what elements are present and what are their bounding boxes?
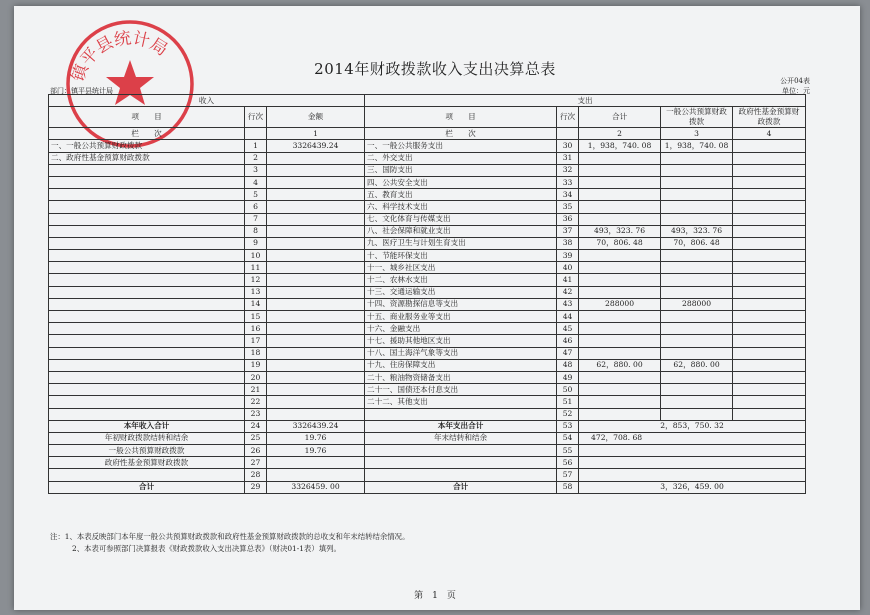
expense-line-header: 行次	[557, 107, 579, 128]
general-amount: 62，880. 00	[661, 359, 733, 371]
income-item	[49, 274, 245, 286]
income-item	[49, 213, 245, 225]
table-row	[49, 262, 806, 274]
expense-total-amount: 2，853，750. 32	[579, 420, 806, 432]
total-amount	[579, 250, 661, 262]
total-amount	[579, 213, 661, 225]
page-number: 第 1 页	[414, 591, 456, 601]
income-amount	[267, 262, 365, 274]
table-row	[49, 140, 806, 152]
income-amount	[267, 213, 365, 225]
expense-item: 七、文化体育与传媒支出	[365, 213, 557, 225]
income-amount	[267, 250, 365, 262]
income-amount	[267, 408, 365, 420]
expense-line: 38	[557, 237, 579, 249]
general-amount: 493，323. 76	[661, 225, 733, 237]
income-amount	[267, 176, 365, 188]
expense-line: 46	[557, 335, 579, 347]
general-amount	[661, 408, 733, 420]
income-amount	[267, 237, 365, 249]
total-amount	[579, 323, 661, 335]
general-amount	[661, 213, 733, 225]
general-amount	[661, 250, 733, 262]
general-amount	[661, 152, 733, 164]
table-row	[49, 237, 806, 249]
col-label: 栏 次	[49, 128, 245, 140]
fund-amount	[733, 347, 806, 359]
table-row	[49, 311, 806, 323]
income-line: 14	[245, 298, 267, 310]
expense-item: 六、科学技术支出	[365, 201, 557, 213]
expense-line: 49	[557, 371, 579, 383]
income-amount	[267, 371, 365, 383]
income-line: 13	[245, 286, 267, 298]
general-budget-header: 一般公共预算财政拨款	[661, 107, 733, 128]
income-item	[49, 250, 245, 262]
income-line: 6	[245, 201, 267, 213]
expense-line: 34	[557, 189, 579, 201]
form-number: 公开04表	[780, 77, 810, 85]
note-line-1: 注：1、本表反映部门本年度一般公共预算财政拨款和政府性基金预算财政拨款的总收支和年末结转结余情况。	[50, 532, 410, 541]
income-amount	[267, 274, 365, 286]
fund-amount	[733, 298, 806, 310]
general-amount	[661, 335, 733, 347]
total-amount	[579, 347, 661, 359]
expense-line: 47	[557, 347, 579, 359]
income-total-label: 本年收入合计	[49, 420, 245, 432]
column-index-row	[49, 128, 806, 140]
expense-item: 十九、住房保障支出	[365, 359, 557, 371]
fund-amount	[733, 335, 806, 347]
general-amount	[661, 396, 733, 408]
income-line: 21	[245, 384, 267, 396]
expense-item: 十二、农林水支出	[365, 274, 557, 286]
expense-item-header: 项 目	[365, 107, 557, 128]
blank-row: 28 57	[49, 469, 806, 481]
table-row	[49, 225, 806, 237]
fund-amount	[733, 201, 806, 213]
income-amount	[267, 164, 365, 176]
fund-amount	[733, 274, 806, 286]
income-amount	[267, 323, 365, 335]
header-row-1	[49, 95, 806, 107]
expense-item: 十四、资源勘探信息等支出	[365, 298, 557, 310]
col-4: 4	[733, 128, 806, 140]
carry-in-label: 年初财政拨款结转和结余	[49, 432, 245, 444]
income-item	[49, 189, 245, 201]
income-item-header: 项 目	[49, 107, 245, 128]
total-amount: 1，938，740. 08	[579, 140, 661, 152]
general-amount	[661, 262, 733, 274]
expense-item: 五、教育支出	[365, 189, 557, 201]
page-title: 2014年财政拨款收入支出决算总表	[314, 60, 556, 78]
income-header: 收入	[49, 95, 365, 107]
income-item	[49, 384, 245, 396]
expense-line: 43	[557, 298, 579, 310]
grand-total-amount: 3326459. 00	[267, 481, 365, 493]
table-row	[49, 384, 806, 396]
total-amount	[579, 286, 661, 298]
table-row	[49, 213, 806, 225]
income-item	[49, 201, 245, 213]
expense-header: 支出	[365, 95, 806, 107]
income-amount	[267, 225, 365, 237]
fund-amount	[733, 250, 806, 262]
income-line: 9	[245, 237, 267, 249]
expense-item: 十七、援助其他地区支出	[365, 335, 557, 347]
carry-out-amount: 472，708. 68	[579, 432, 806, 444]
general-amount	[661, 311, 733, 323]
header-row-2	[49, 107, 806, 128]
fund-amount	[733, 225, 806, 237]
expense-item: 十一、城乡社区支出	[365, 262, 557, 274]
expense-item	[365, 408, 557, 420]
total-amount: 62，880. 00	[579, 359, 661, 371]
general-amount	[661, 286, 733, 298]
income-item: 一、一般公共预算财政拨款	[49, 140, 245, 152]
carry-out-label: 年末结转和结余	[365, 432, 557, 444]
general-amount	[661, 164, 733, 176]
table-row	[49, 286, 806, 298]
expense-total-label: 本年支出合计	[365, 420, 557, 432]
total-amount	[579, 384, 661, 396]
expense-item: 三、国防支出	[365, 164, 557, 176]
income-item	[49, 225, 245, 237]
table-row	[49, 335, 806, 347]
expense-item: 二、外交支出	[365, 152, 557, 164]
total-amount	[579, 396, 661, 408]
income-item	[49, 164, 245, 176]
income-item	[49, 311, 245, 323]
total-amount	[579, 274, 661, 286]
income-line: 4	[245, 176, 267, 188]
income-amount	[267, 152, 365, 164]
expense-item: 一、一般公共服务支出	[365, 140, 557, 152]
fund-amount	[733, 371, 806, 383]
expense-item: 二十一、国债还本付息支出	[365, 384, 557, 396]
total-amount	[579, 311, 661, 323]
income-amount	[267, 359, 365, 371]
grand-total-row: 合计 29 3326459. 00 合计 58 3，326，459. 00	[49, 481, 806, 493]
seal-text: 镇平县统计局	[68, 28, 172, 85]
fund-amount	[733, 359, 806, 371]
income-item	[49, 347, 245, 359]
total-amount: 288000	[579, 298, 661, 310]
table-row	[49, 274, 806, 286]
total-amount	[579, 164, 661, 176]
carry-in-amount: 19.76	[267, 432, 365, 444]
total-amount	[579, 189, 661, 201]
income-line: 12	[245, 274, 267, 286]
table-row	[49, 176, 806, 188]
income-amount	[267, 384, 365, 396]
income-line: 3	[245, 164, 267, 176]
expense-line: 51	[557, 396, 579, 408]
income-line: 11	[245, 262, 267, 274]
income-amount	[267, 347, 365, 359]
fund-amount	[733, 152, 806, 164]
fund-budget-header: 政府性基金预算财政拨款	[733, 107, 806, 128]
income-item	[49, 298, 245, 310]
fund-amount	[733, 408, 806, 420]
total-amount: 70，806. 48	[579, 237, 661, 249]
expense-item: 二十、粮油物资储备支出	[365, 371, 557, 383]
table-row	[49, 408, 806, 420]
income-item	[49, 323, 245, 335]
income-amount: 3326439.24	[267, 140, 365, 152]
expense-item: 二十二、其他支出	[365, 396, 557, 408]
income-amount	[267, 201, 365, 213]
expense-item: 十五、商业服务业等支出	[365, 311, 557, 323]
col-3: 3	[661, 128, 733, 140]
table-row	[49, 201, 806, 213]
income-total-amount: 3326439.24	[267, 420, 365, 432]
total-amount	[579, 262, 661, 274]
expense-item: 八、社会保障和就业支出	[365, 225, 557, 237]
income-line: 20	[245, 371, 267, 383]
carry-row: 年初财政拨款结转和结余 25 19.76 年末结转和结余 54 472，708. 68	[49, 432, 806, 444]
general-amount: 288000	[661, 298, 733, 310]
expense-line: 31	[557, 152, 579, 164]
income-amount-header: 金额	[267, 107, 365, 128]
income-line: 10	[245, 250, 267, 262]
income-line: 8	[245, 225, 267, 237]
fund-amount	[733, 323, 806, 335]
general-amount	[661, 176, 733, 188]
expense-line: 33	[557, 176, 579, 188]
fund-carry-row: 政府性基金预算财政拨款 27 56	[49, 457, 806, 469]
col-2: 2	[579, 128, 661, 140]
expense-line: 36	[557, 213, 579, 225]
income-line: 23	[245, 408, 267, 420]
unit-label: 单位：元	[782, 87, 810, 95]
expense-item: 十八、国土海洋气象等支出	[365, 347, 557, 359]
income-line: 5	[245, 189, 267, 201]
expense-line: 41	[557, 274, 579, 286]
total-header: 合计	[579, 107, 661, 128]
general-carry-label: 一般公共预算财政拨款	[49, 445, 245, 457]
income-line: 18	[245, 347, 267, 359]
income-item	[49, 359, 245, 371]
general-amount: 70，806. 48	[661, 237, 733, 249]
general-carry-row: 一般公共预算财政拨款 26 19.76 55	[49, 445, 806, 457]
income-total-row: 本年收入合计 24 3326439.24 本年支出合计 53 2，853，750. 32	[49, 420, 806, 432]
grand-expense-amount: 3，326，459. 00	[579, 481, 806, 493]
department-label: 部门：镇平县统计局	[50, 87, 113, 95]
total-amount	[579, 152, 661, 164]
income-line: 22	[245, 396, 267, 408]
fund-amount	[733, 213, 806, 225]
income-amount	[267, 298, 365, 310]
expense-item: 十三、交通运输支出	[365, 286, 557, 298]
fund-amount	[733, 262, 806, 274]
table-row	[49, 189, 806, 201]
expense-line: 44	[557, 311, 579, 323]
income-line: 7	[245, 213, 267, 225]
general-amount	[661, 371, 733, 383]
general-amount: 1，938，740. 08	[661, 140, 733, 152]
income-line: 1	[245, 140, 267, 152]
income-item	[49, 371, 245, 383]
col-1: 1	[267, 128, 365, 140]
fund-amount	[733, 237, 806, 249]
total-amount	[579, 176, 661, 188]
expense-line: 52	[557, 408, 579, 420]
general-amount	[661, 189, 733, 201]
table-row	[49, 347, 806, 359]
table-row	[49, 371, 806, 383]
general-amount	[661, 323, 733, 335]
income-line: 2	[245, 152, 267, 164]
income-item	[49, 262, 245, 274]
grand-total-label: 合计	[49, 481, 245, 493]
income-amount	[267, 311, 365, 323]
income-item	[49, 176, 245, 188]
general-amount	[661, 347, 733, 359]
total-amount	[579, 371, 661, 383]
income-amount	[267, 396, 365, 408]
fund-amount	[733, 286, 806, 298]
total-amount	[579, 335, 661, 347]
expense-line: 48	[557, 359, 579, 371]
table-row	[49, 164, 806, 176]
expense-line: 35	[557, 201, 579, 213]
fund-carry-label: 政府性基金预算财政拨款	[49, 457, 245, 469]
fund-amount	[733, 384, 806, 396]
expense-item: 九、医疗卫生与计划生育支出	[365, 237, 557, 249]
income-line-header: 行次	[245, 107, 267, 128]
fund-amount	[733, 396, 806, 408]
income-line: 19	[245, 359, 267, 371]
expense-line: 32	[557, 164, 579, 176]
general-amount	[661, 274, 733, 286]
table-row	[49, 359, 806, 371]
total-amount: 493，323. 76	[579, 225, 661, 237]
fund-amount	[733, 176, 806, 188]
table-row	[49, 323, 806, 335]
general-carry-amount: 19.76	[267, 445, 365, 457]
income-amount	[267, 189, 365, 201]
expense-item: 四、公共安全支出	[365, 176, 557, 188]
expense-line: 42	[557, 286, 579, 298]
income-line: 15	[245, 311, 267, 323]
income-item	[49, 408, 245, 420]
total-amount	[579, 201, 661, 213]
note-line-2: 2、本表可参照部门决算报表《财政拨款收入支出决算总表》（财决01-1表）填列。	[72, 544, 341, 553]
table-row	[49, 396, 806, 408]
fund-amount	[733, 140, 806, 152]
income-item	[49, 286, 245, 298]
table-row	[49, 152, 806, 164]
income-amount	[267, 335, 365, 347]
expense-line: 50	[557, 384, 579, 396]
expense-line: 37	[557, 225, 579, 237]
income-item	[49, 335, 245, 347]
income-line: 16	[245, 323, 267, 335]
expense-line: 45	[557, 323, 579, 335]
income-line: 17	[245, 335, 267, 347]
fund-amount	[733, 311, 806, 323]
general-amount	[661, 201, 733, 213]
expense-line: 40	[557, 262, 579, 274]
col-label-right: 栏 次	[365, 128, 557, 140]
table-row	[49, 298, 806, 310]
income-item: 二、政府性基金预算财政拨款	[49, 152, 245, 164]
income-item	[49, 396, 245, 408]
budget-table	[48, 94, 806, 494]
table-row	[49, 250, 806, 262]
income-amount	[267, 286, 365, 298]
general-amount	[661, 384, 733, 396]
fund-amount	[733, 189, 806, 201]
income-item	[49, 237, 245, 249]
expense-item: 十六、金融支出	[365, 323, 557, 335]
expense-item: 十、节能环保支出	[365, 250, 557, 262]
expense-line: 39	[557, 250, 579, 262]
total-amount	[579, 408, 661, 420]
grand-expense-label: 合计	[365, 481, 557, 493]
fund-amount	[733, 164, 806, 176]
expense-line: 30	[557, 140, 579, 152]
